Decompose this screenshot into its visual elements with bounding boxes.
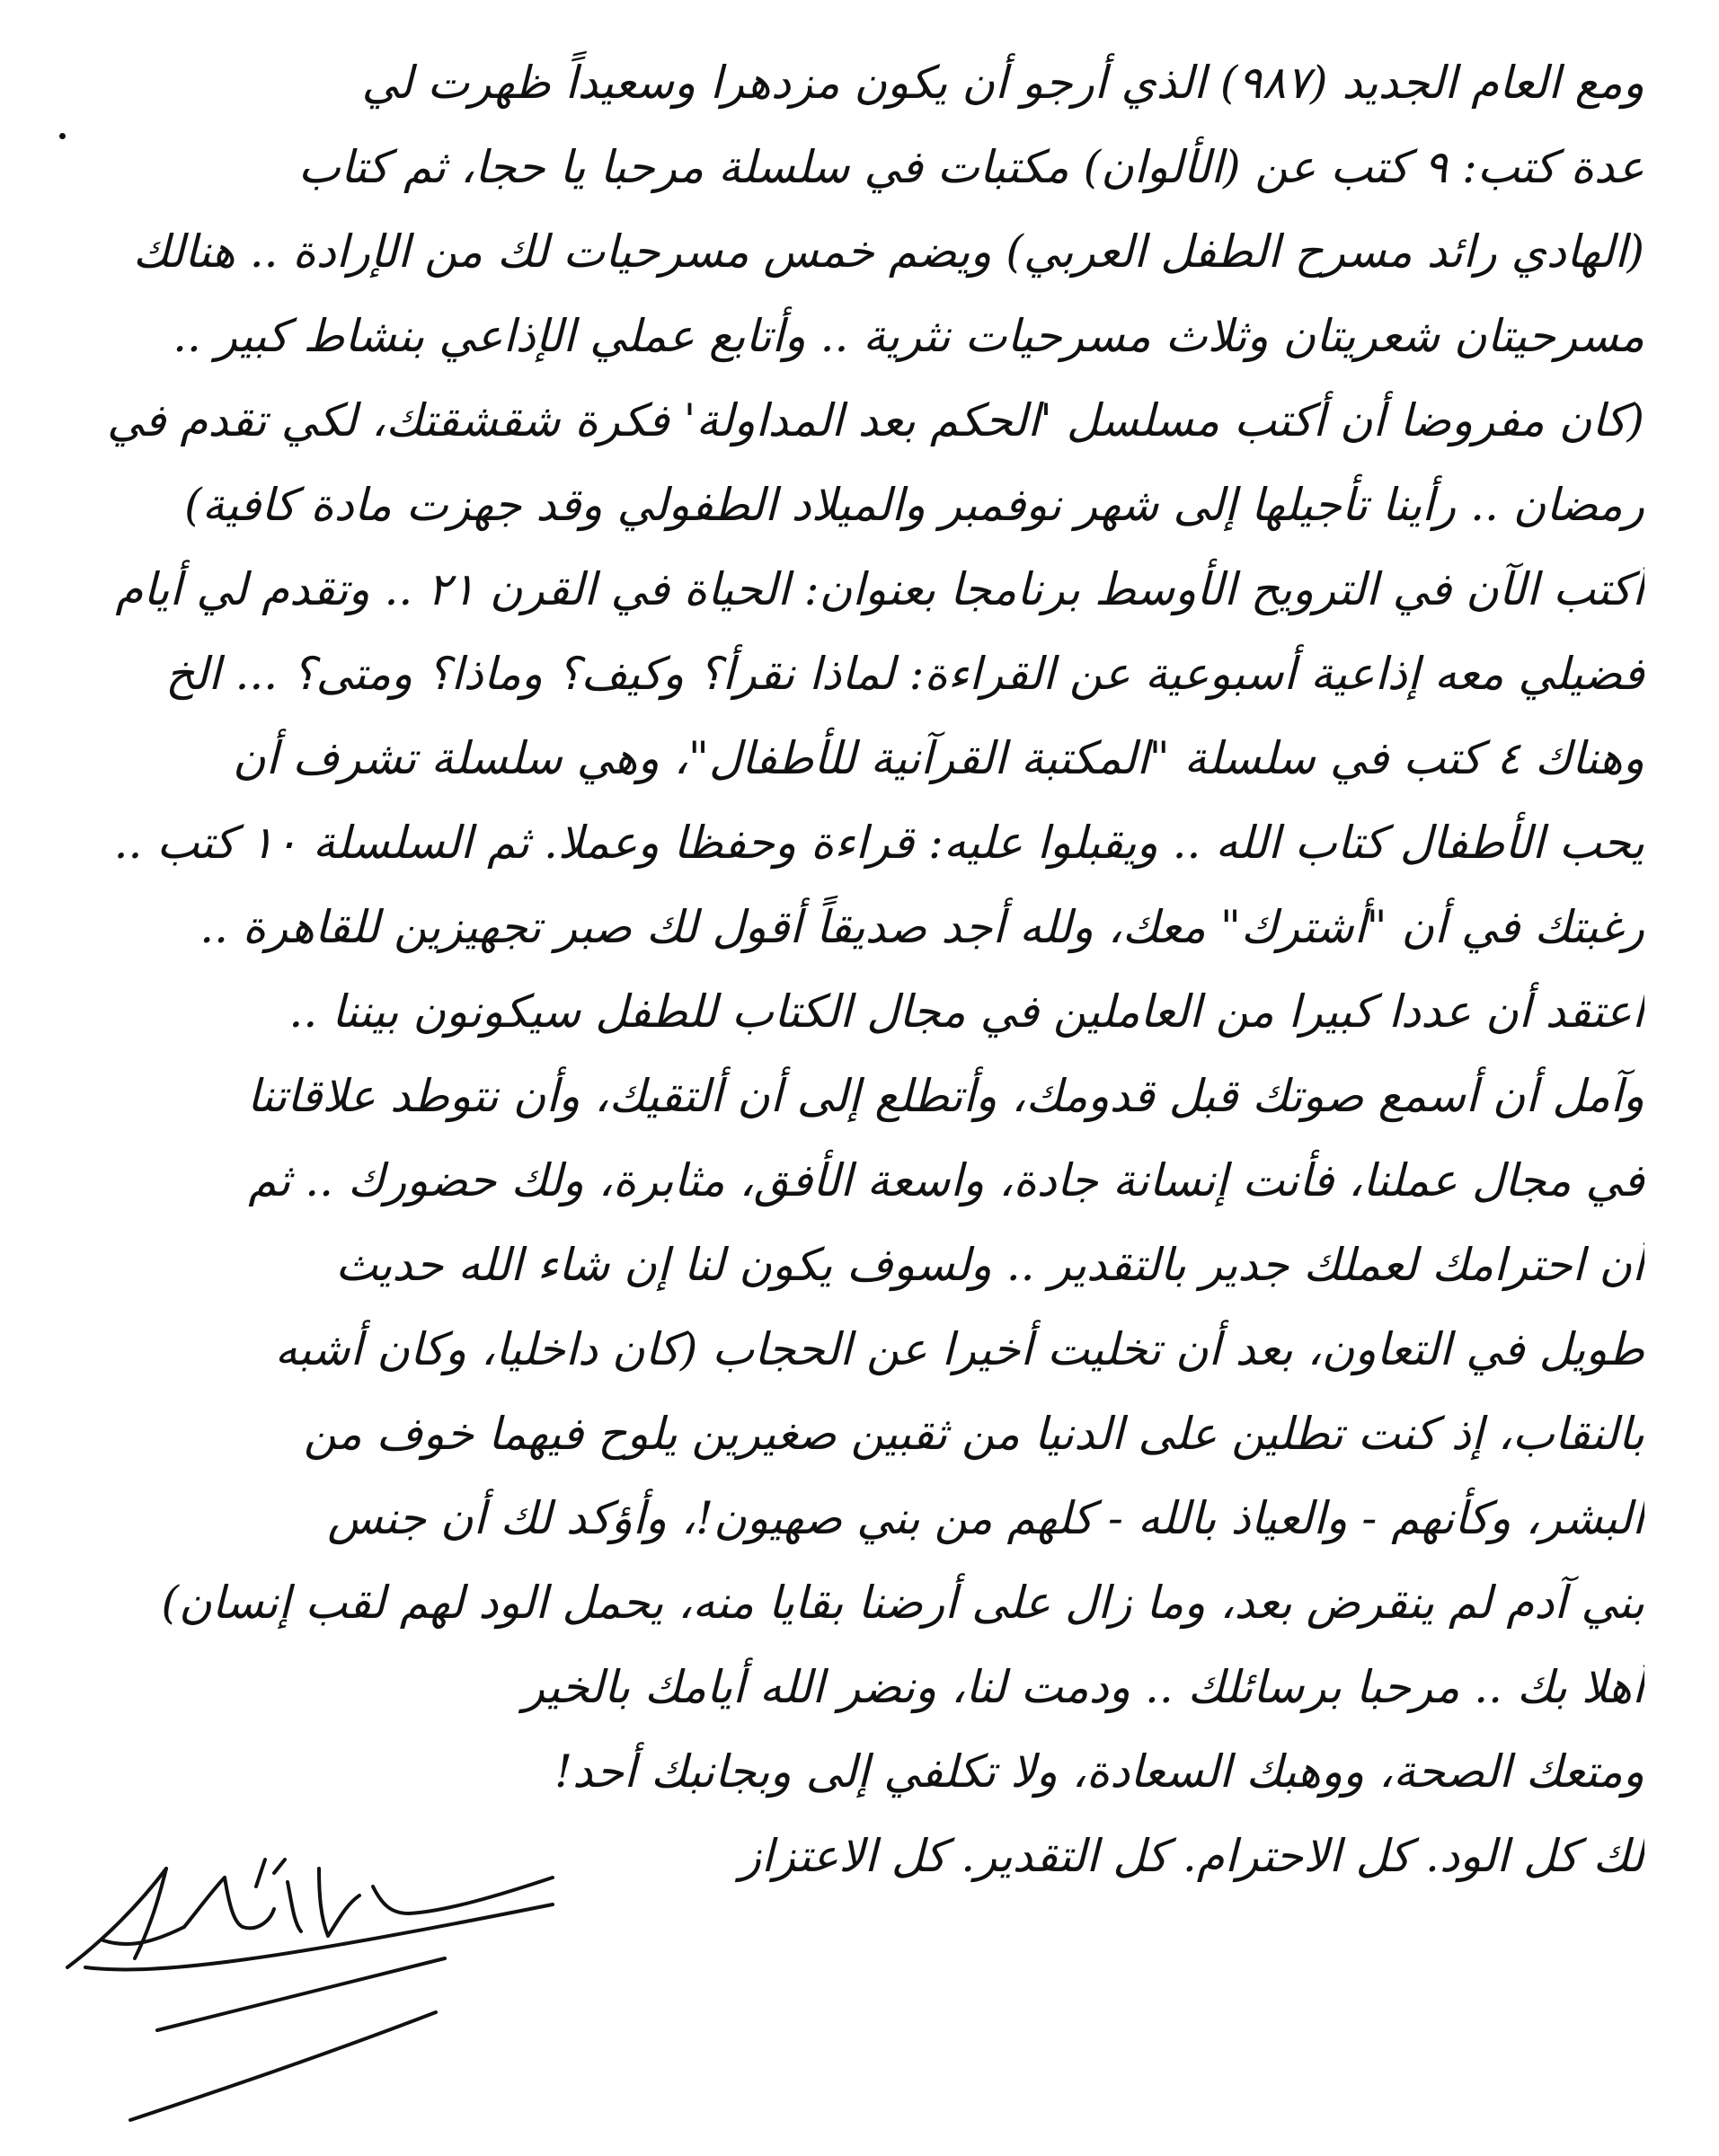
- letter-line: رمضان .. رأينا تأجيلها إلى شهر نوفمبر والميلاد الطفولي وقد جهزت مادة كافية): [184, 479, 1644, 531]
- letter-line: رغبتك في أن "أشترك" معك، ولله أجد صديقاً أقول لك صبر تجهيزين للقاهرة ..: [199, 901, 1644, 953]
- letter-line: (الهادي رائد مسرح الطفل العربي) ويضم خمس مسرحيات لك من الإرادة .. هنالك: [132, 225, 1644, 278]
- letter-closing: لك كل الود. كل الاحترام. كل التقدير. كل الاعتزاز: [739, 1830, 1644, 1882]
- letter-line: بني آدم لم ينقرض بعد، وما زال على أرضنا بقايا منه، يحمل الود لهم لقب إنسان): [161, 1577, 1644, 1629]
- handwritten-signature: [49, 1833, 589, 2138]
- letter-line: أكتب الآن في الترويح الأوسط برنامجا بعنوان: الحياة في القرن ٢١ .. وتقدم لي أيام: [115, 563, 1644, 615]
- letter-line: في مجال عملنا، فأنت إنسانة جادة، واسعة الأفق، مثابرة، ولك حضورك .. ثم: [248, 1154, 1644, 1206]
- letter-line: أهلا بك .. مرحبا برسائلك .. ودمت لنا، ونضر الله أيامك بالخير: [522, 1661, 1644, 1713]
- letter-line: ومع العام الجديد (٩٨٧) الذي أرجو أن يكون مزدهرا وسعيداً ظهرت لي: [361, 57, 1644, 109]
- letter-body: [90, 40, 1644, 1898]
- letter-line: وهناك ٤ كتب في سلسلة "المكتبة القرآنية للأطفال"، وهي سلسلة تشرف أن: [232, 732, 1644, 784]
- letter-line: وآمل أن أسمع صوتك قبل قدومك، وأتطلع إلى أن ألتقيك، وأن نتوطد علاقاتنا: [247, 1070, 1644, 1122]
- letter-line: فضيلي معه إذاعية أسبوعية عن القراءة: لماذا نقرأ؟ وكيف؟ وماذا؟ ومتى؟ ... الخ: [165, 648, 1644, 700]
- letter-line: اعتقد أن عددا كبيرا من العاملين في مجال الكتاب للطفل سيكونون بيننا ..: [288, 985, 1644, 1038]
- letter-line: ومتعك الصحة، ووهبك السعادة، ولا تكلفي إلى وبجانبك أحد!: [554, 1745, 1644, 1798]
- letter-line: يحب الأطفال كتاب الله .. ويقبلوا عليه: قراءة وحفظا وعملا. ثم السلسلة ١٠ كتب ..: [113, 817, 1644, 869]
- letter-line: البشر، وكأنهم - والعياذ بالله - كلهم من بني صهيون!، وأؤكد لك أن جنس: [327, 1492, 1644, 1544]
- letter-line: بالنقاب، إذ كنت تطلين على الدنيا من ثقبين صغيرين يلوح فيهما خوف من: [303, 1408, 1644, 1460]
- letter-line: مسرحيتان شعريتان وثلاث مسرحيات نثرية .. وأتابع عملي الإذاعي بنشاط كبير ..: [173, 310, 1644, 362]
- letter-line: أن احترامك لعملك جدير بالتقدير .. ولسوف يكون لنا إن شاء الله حديث: [335, 1239, 1644, 1291]
- ink-dot: [59, 133, 66, 139]
- letter-line: طويل في التعاون، بعد أن تخليت أخيرا عن الحجاب (كان داخليا، وكان أشبه: [274, 1323, 1644, 1375]
- letter-line: عدة كتب: ٩ كتب عن (الألوان) مكتبات في سلسلة مرحبا يا حجا، ثم كتاب: [297, 141, 1644, 193]
- letter-line: (كان مفروضا أن أكتب مسلسل 'الحكم بعد المداولة' فكرة شقشقتك، لكي تقدم في: [106, 394, 1644, 446]
